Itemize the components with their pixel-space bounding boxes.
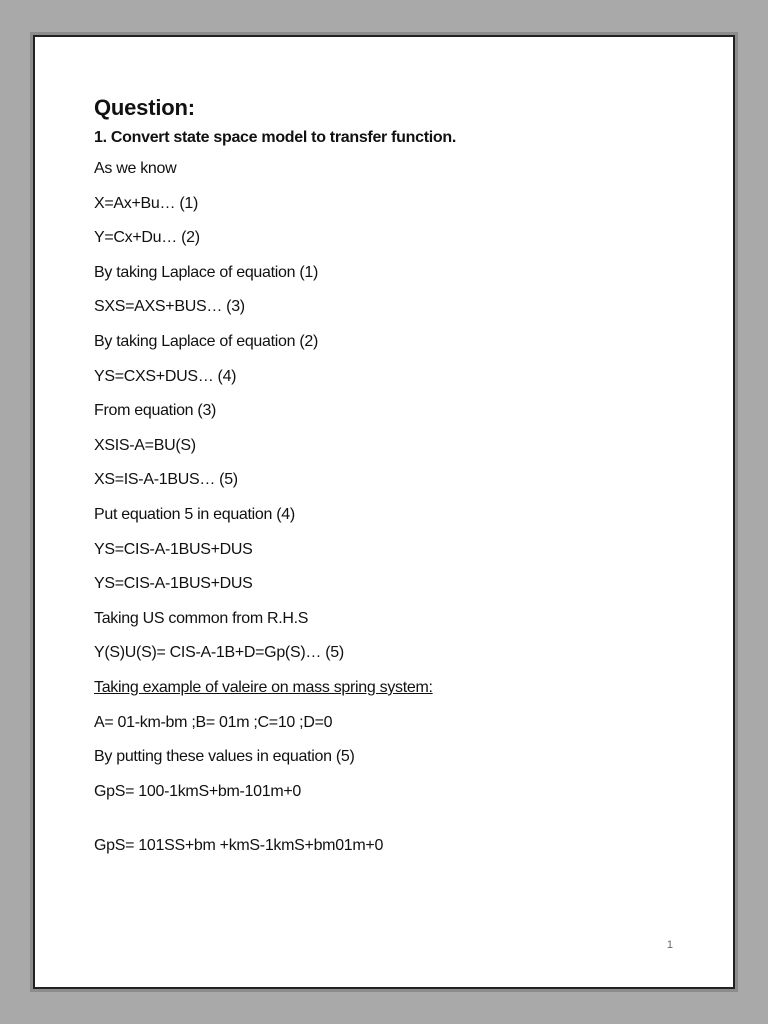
equation-line: XSIS-A=BU(S) (94, 436, 196, 454)
document-content (94, 95, 694, 870)
equation-line: YS=CIS-A-1BUS+DUS (94, 540, 253, 558)
text-line: From equation (3) (94, 402, 217, 420)
text-line: By taking Laplace of equation (2) (94, 332, 319, 350)
equation-line: A= 01-km-bm ;B= 01m ;C=10 ;D=0 (94, 713, 333, 731)
text-line: By putting these values in equation (5) (94, 748, 355, 766)
equation-line: Y(S)U(S)= CIS-A-1B+D=Gp(S)… (5) (94, 644, 344, 662)
text-line: As we know (94, 160, 177, 177)
equation-line: X=Ax+Bu… (1) (94, 194, 199, 212)
equation-line: GpS= 100-1kmS+bm-101m+0 (94, 782, 301, 800)
document-page (33, 35, 735, 989)
equation-line: XS=IS-A-1BUS… (5) (94, 471, 238, 489)
page-number: 1 (666, 939, 673, 951)
equation-line: YS=CIS-A-1BUS+DUS (94, 575, 253, 593)
question-title: 1. Convert state space model to transfer function. (94, 129, 456, 146)
equation-line: SXS=AXS+BUS… (3) (94, 298, 245, 316)
equation-line: Y=Cx+Du… (2) (94, 229, 200, 247)
equation-line: GpS= 101SS+bm +kmS-1kmS+bm01m+0 (94, 836, 384, 854)
page-frame (30, 32, 738, 992)
example-heading: Taking example of valeire on mass spring system: (94, 678, 433, 696)
text-line: By taking Laplace of equation (1) (94, 263, 319, 281)
question-heading: Question: (94, 95, 195, 120)
text-line: Put equation 5 in equation (4) (94, 505, 295, 523)
equation-line: YS=CXS+DUS… (4) (94, 367, 237, 385)
text-line: Taking US common from R.H.S (94, 609, 309, 627)
